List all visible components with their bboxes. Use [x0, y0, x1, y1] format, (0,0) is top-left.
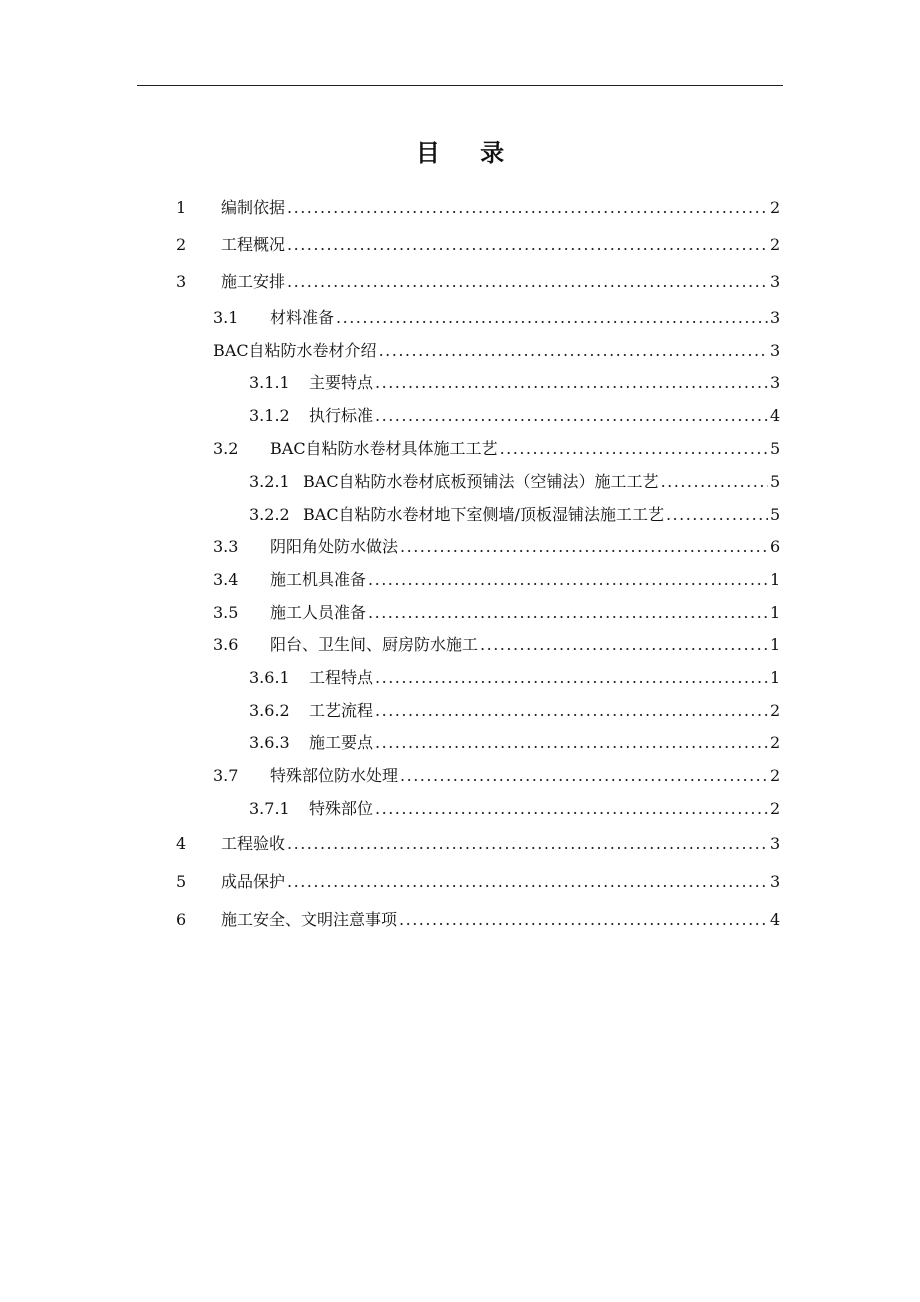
toc-leader-dots [375, 701, 768, 721]
toc-entry-label: BAC自粘防水卷材介绍 [213, 341, 377, 360]
toc-leader-dots [287, 235, 768, 255]
toc-entry-number: 3.5 [213, 603, 239, 622]
toc-entry-number: 4 [176, 834, 187, 853]
toc-leader-dots [336, 308, 768, 328]
toc-leader-dots [287, 272, 768, 292]
toc-entry-page: 5 [770, 439, 781, 458]
toc-entry[interactable] [249, 369, 780, 393]
toc-entry-label: 工程验收 [221, 834, 286, 853]
toc-entry-page: 3 [770, 341, 781, 360]
toc-entry-page: 5 [770, 505, 781, 524]
toc-entry-label: 阳台、卫生间、厨房防水施工 [270, 635, 479, 654]
toc-entry-number: 6 [176, 910, 187, 929]
toc-leader-dots [375, 668, 768, 688]
toc-entry-number: 1 [176, 198, 187, 217]
toc-entry[interactable] [176, 268, 780, 292]
toc-entry-number: 3.3 [213, 537, 239, 556]
toc-entry-number: 3.1.2 [249, 406, 290, 425]
toc-leader-dots [375, 733, 768, 753]
toc-leader-dots [375, 406, 768, 426]
toc-leader-dots [375, 373, 768, 393]
toc-entry-number: 3.1.1 [249, 373, 290, 392]
toc-entry-page: 2 [770, 799, 781, 818]
toc-entry-label: 工艺流程 [309, 701, 374, 720]
toc-leader-dots [368, 570, 768, 590]
toc-leader-dots [480, 635, 768, 655]
toc-entry-page: 4 [770, 910, 781, 929]
toc-entry-label: 施工安全、文明注意事项 [221, 910, 398, 929]
toc-entry[interactable] [213, 762, 780, 786]
toc-entry-number: 3 [176, 272, 187, 291]
toc-entry-number: 3.6 [213, 635, 239, 654]
toc-entry-label: 施工安排 [221, 272, 286, 291]
toc-entry-number: 3.7.1 [249, 799, 290, 818]
toc-entry-label: 施工机具准备 [270, 570, 367, 589]
toc-leader-dots [368, 603, 768, 623]
toc-entry-page: 2 [770, 733, 781, 752]
toc-entry-label: 施工人员准备 [270, 603, 367, 622]
toc-entry[interactable] [213, 533, 780, 557]
toc-entry-page: 1 [770, 570, 781, 589]
toc-entry-page: 3 [770, 272, 781, 291]
toc-entry-label: 特殊部位 [309, 799, 374, 818]
toc-entry-label: 阴阳角处防水做法 [270, 537, 399, 556]
toc-entry[interactable] [213, 566, 780, 590]
toc-entry-page: 2 [770, 198, 781, 217]
toc-entry[interactable] [176, 830, 780, 854]
toc-entry[interactable] [213, 435, 780, 459]
toc-entry-label: 成品保护 [221, 872, 286, 891]
toc-entry-label: 工程特点 [309, 668, 374, 687]
toc-entry-number: 3.6.3 [249, 733, 290, 752]
toc-leader-dots [287, 834, 768, 854]
toc-entry-number: 2 [176, 235, 187, 254]
toc-entry[interactable] [249, 664, 780, 688]
toc-entry[interactable] [249, 697, 780, 721]
toc-entry-label: 编制依据 [221, 198, 286, 217]
toc-entry-label: 主要特点 [309, 373, 374, 392]
toc-entry[interactable] [249, 468, 780, 492]
toc-entry-label: 执行标准 [309, 406, 374, 425]
toc-entry[interactable] [213, 304, 780, 328]
toc-entry-number: 3.2.2 [249, 505, 290, 524]
toc-entry-page: 4 [770, 406, 781, 425]
toc-entry[interactable] [249, 729, 780, 753]
toc-entry-number: 3.6.1 [249, 668, 290, 687]
toc-entry[interactable] [213, 599, 780, 623]
toc-entry[interactable] [213, 337, 780, 361]
toc-entry-page: 1 [770, 635, 781, 654]
toc-leader-dots [661, 472, 768, 492]
toc-leader-dots [287, 198, 768, 218]
toc-entry-page: 2 [770, 766, 781, 785]
toc-entry-number: 3.1 [213, 308, 239, 327]
toc-leader-dots [399, 910, 768, 930]
toc-entry-label: BAC自粘防水卷材底板预铺法（空铺法）施工工艺 [303, 472, 659, 491]
toc-entry-page: 6 [770, 537, 781, 556]
toc-entry-label: BAC自粘防水卷材具体施工工艺 [270, 439, 498, 458]
toc-entry[interactable] [249, 795, 780, 819]
toc-leader-dots [379, 341, 768, 361]
toc-entry-label: 材料准备 [270, 308, 335, 327]
toc-entry-number: 3.2.1 [249, 472, 290, 491]
toc-entry-page: 3 [770, 834, 781, 853]
toc-leader-dots [287, 872, 768, 892]
toc-entry[interactable] [176, 906, 780, 930]
toc-entry-page: 2 [770, 701, 781, 720]
toc-entry-number: 3.7 [213, 766, 239, 785]
toc-entry-page: 3 [770, 373, 781, 392]
toc-entry-number: 3.2 [213, 439, 239, 458]
toc-entry-page: 3 [770, 308, 781, 327]
toc-entry[interactable] [176, 868, 780, 892]
toc-entry[interactable] [213, 631, 780, 655]
toc-entry-number: 3.4 [213, 570, 239, 589]
toc-entry-number: 5 [176, 872, 187, 891]
page-title: 目 录 [415, 139, 521, 167]
toc-leader-dots [375, 799, 768, 819]
toc-entry-page: 2 [770, 235, 781, 254]
toc-entry[interactable] [249, 501, 780, 525]
toc-leader-dots [500, 439, 768, 459]
toc-leader-dots [666, 505, 768, 525]
toc-entry-page: 1 [770, 603, 781, 622]
toc-entry-page: 1 [770, 668, 781, 687]
toc-entry[interactable] [176, 194, 780, 218]
toc-entry[interactable] [249, 402, 780, 426]
toc-entry-label: 特殊部位防水处理 [270, 766, 399, 785]
toc-leader-dots [400, 766, 768, 786]
toc-entry-number: 3.6.2 [249, 701, 290, 720]
toc-entry-label: 施工要点 [309, 733, 374, 752]
toc-entry-page: 5 [770, 472, 781, 491]
toc-leader-dots [400, 537, 768, 557]
toc-entry[interactable] [176, 231, 780, 255]
toc-entry-label: 工程概况 [221, 235, 286, 254]
toc-entry-page: 3 [770, 872, 781, 891]
toc-entry-label: BAC自粘防水卷材地下室侧墙/顶板湿铺法施工工艺 [303, 505, 664, 524]
